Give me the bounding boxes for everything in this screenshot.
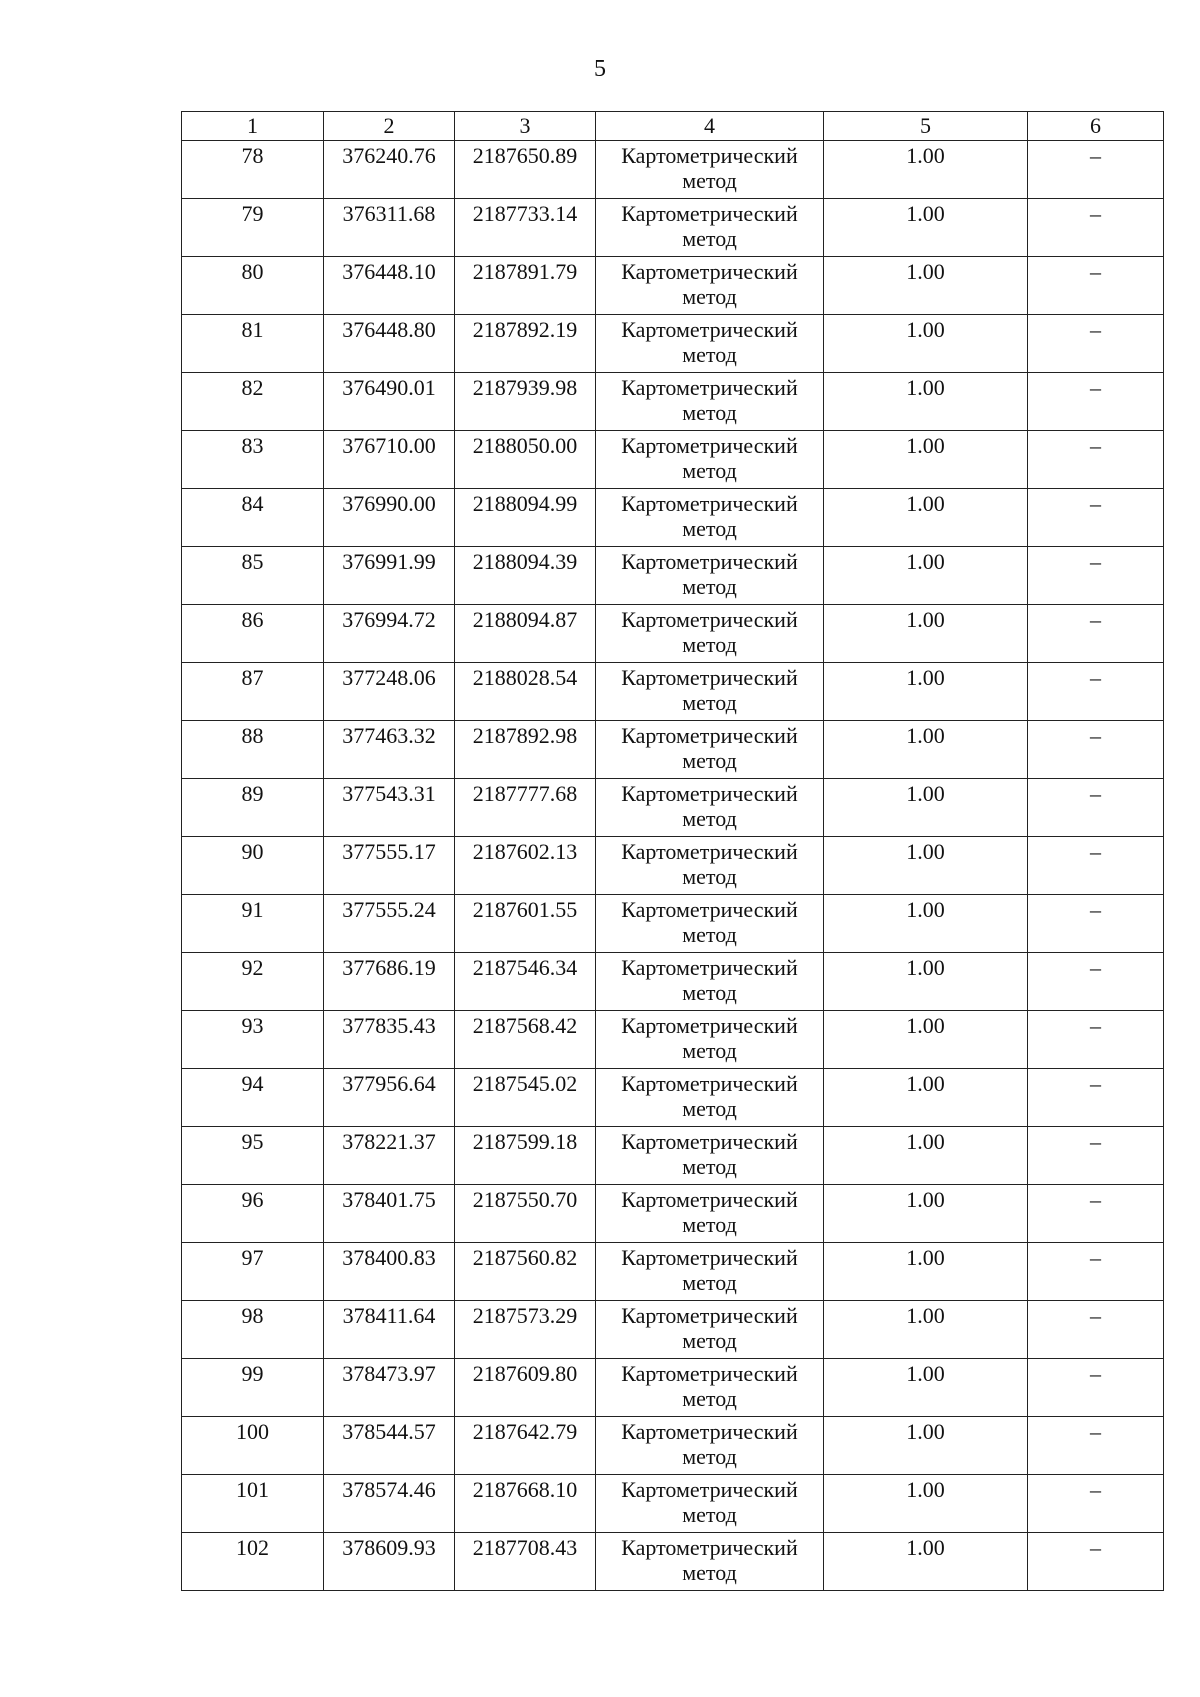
accuracy-cell: 1.00 xyxy=(824,895,1028,953)
x-coordinate-cell: 377555.17 xyxy=(324,837,455,895)
y-coordinate-cell: 2187891.79 xyxy=(455,257,596,315)
method-cell xyxy=(596,1011,824,1069)
column-header: 4 xyxy=(596,112,824,141)
table-row xyxy=(182,1417,1164,1475)
point-number-cell: 91 xyxy=(182,895,324,953)
column-header: 3 xyxy=(455,112,596,141)
method-line-1: Картометрический xyxy=(621,1245,798,1270)
method-line-1: Картометрический xyxy=(621,375,798,400)
x-coordinate-cell: 376311.68 xyxy=(324,199,455,257)
method-cell xyxy=(596,199,824,257)
table-row xyxy=(182,895,1164,953)
method-line-1: Картометрический xyxy=(621,781,798,806)
x-coordinate-cell: 376240.76 xyxy=(324,141,455,199)
note-cell: – xyxy=(1028,547,1164,605)
method-line-1: Картометрический xyxy=(621,897,798,922)
note-cell: – xyxy=(1028,315,1164,373)
table-row xyxy=(182,257,1164,315)
point-number-cell: 96 xyxy=(182,1185,324,1243)
accuracy-cell: 1.00 xyxy=(824,721,1028,779)
table-row xyxy=(182,1127,1164,1185)
accuracy-cell: 1.00 xyxy=(824,837,1028,895)
note-cell: – xyxy=(1028,373,1164,431)
accuracy-cell: 1.00 xyxy=(824,1533,1028,1591)
y-coordinate-cell: 2187892.19 xyxy=(455,315,596,373)
point-number-cell: 101 xyxy=(182,1475,324,1533)
point-number-cell: 95 xyxy=(182,1127,324,1185)
method-cell xyxy=(596,1359,824,1417)
method-cell xyxy=(596,1475,824,1533)
x-coordinate-cell: 378411.64 xyxy=(324,1301,455,1359)
point-number-cell: 92 xyxy=(182,953,324,1011)
point-number-cell: 89 xyxy=(182,779,324,837)
method-line-2: метод xyxy=(682,1386,737,1411)
y-coordinate-cell: 2187560.82 xyxy=(455,1243,596,1301)
column-header: 5 xyxy=(824,112,1028,141)
method-line-2: метод xyxy=(682,864,737,889)
method-cell xyxy=(596,1127,824,1185)
method-line-1: Картометрический xyxy=(621,549,798,574)
method-line-1: Картометрический xyxy=(621,1535,798,1560)
method-line-2: метод xyxy=(682,458,737,483)
table-row xyxy=(182,953,1164,1011)
x-coordinate-cell: 376448.10 xyxy=(324,257,455,315)
accuracy-cell: 1.00 xyxy=(824,1185,1028,1243)
y-coordinate-cell: 2188094.39 xyxy=(455,547,596,605)
method-line-2: метод xyxy=(682,1038,737,1063)
point-number-cell: 85 xyxy=(182,547,324,605)
y-coordinate-cell: 2187668.10 xyxy=(455,1475,596,1533)
method-cell xyxy=(596,315,824,373)
y-coordinate-cell: 2187650.89 xyxy=(455,141,596,199)
method-line-2: метод xyxy=(682,1328,737,1353)
method-line-1: Картометрический xyxy=(621,1477,798,1502)
method-line-1: Картометрический xyxy=(621,201,798,226)
method-line-2: метод xyxy=(682,574,737,599)
table-row xyxy=(182,1533,1164,1591)
accuracy-cell: 1.00 xyxy=(824,1417,1028,1475)
x-coordinate-cell: 377555.24 xyxy=(324,895,455,953)
accuracy-cell: 1.00 xyxy=(824,141,1028,199)
note-cell: – xyxy=(1028,1301,1164,1359)
method-line-2: метод xyxy=(682,806,737,831)
x-coordinate-cell: 377686.19 xyxy=(324,953,455,1011)
point-number-cell: 97 xyxy=(182,1243,324,1301)
y-coordinate-cell: 2187550.70 xyxy=(455,1185,596,1243)
method-cell xyxy=(596,663,824,721)
table-row xyxy=(182,199,1164,257)
table-row xyxy=(182,1359,1164,1417)
x-coordinate-cell: 376994.72 xyxy=(324,605,455,663)
method-line-2: метод xyxy=(682,1270,737,1295)
table-row xyxy=(182,837,1164,895)
method-line-2: метод xyxy=(682,284,737,309)
point-number-cell: 82 xyxy=(182,373,324,431)
method-line-1: Картометрический xyxy=(621,143,798,168)
y-coordinate-cell: 2187546.34 xyxy=(455,953,596,1011)
x-coordinate-cell: 376710.00 xyxy=(324,431,455,489)
accuracy-cell: 1.00 xyxy=(824,1011,1028,1069)
table-row xyxy=(182,721,1164,779)
table-row xyxy=(182,779,1164,837)
note-cell: – xyxy=(1028,1359,1164,1417)
method-line-1: Картометрический xyxy=(621,1303,798,1328)
point-number-cell: 79 xyxy=(182,199,324,257)
method-cell xyxy=(596,779,824,837)
accuracy-cell: 1.00 xyxy=(824,257,1028,315)
note-cell: – xyxy=(1028,895,1164,953)
method-line-1: Картометрический xyxy=(621,491,798,516)
table-row xyxy=(182,373,1164,431)
method-line-2: метод xyxy=(682,1154,737,1179)
method-cell xyxy=(596,141,824,199)
method-line-2: метод xyxy=(682,226,737,251)
method-line-2: метод xyxy=(682,1096,737,1121)
x-coordinate-cell: 376991.99 xyxy=(324,547,455,605)
method-line-1: Картометрический xyxy=(621,723,798,748)
x-coordinate-cell: 378473.97 xyxy=(324,1359,455,1417)
note-cell: – xyxy=(1028,141,1164,199)
method-line-1: Картометрический xyxy=(621,1071,798,1096)
accuracy-cell: 1.00 xyxy=(824,953,1028,1011)
table-row xyxy=(182,1243,1164,1301)
accuracy-cell: 1.00 xyxy=(824,1301,1028,1359)
accuracy-cell: 1.00 xyxy=(824,315,1028,373)
method-cell xyxy=(596,547,824,605)
y-coordinate-cell: 2187568.42 xyxy=(455,1011,596,1069)
note-cell: – xyxy=(1028,1185,1164,1243)
table-row xyxy=(182,1011,1164,1069)
accuracy-cell: 1.00 xyxy=(824,663,1028,721)
table-header-row xyxy=(182,112,1164,141)
y-coordinate-cell: 2188094.87 xyxy=(455,605,596,663)
note-cell: – xyxy=(1028,837,1164,895)
y-coordinate-cell: 2187599.18 xyxy=(455,1127,596,1185)
point-number-cell: 83 xyxy=(182,431,324,489)
method-line-2: метод xyxy=(682,632,737,657)
x-coordinate-cell: 377248.06 xyxy=(324,663,455,721)
method-line-1: Картометрический xyxy=(621,259,798,284)
y-coordinate-cell: 2187708.43 xyxy=(455,1533,596,1591)
column-header: 1 xyxy=(182,112,324,141)
y-coordinate-cell: 2188094.99 xyxy=(455,489,596,547)
point-number-cell: 88 xyxy=(182,721,324,779)
note-cell: – xyxy=(1028,199,1164,257)
method-cell xyxy=(596,257,824,315)
method-line-1: Картометрический xyxy=(621,1361,798,1386)
point-number-cell: 93 xyxy=(182,1011,324,1069)
method-line-2: метод xyxy=(682,168,737,193)
point-number-cell: 80 xyxy=(182,257,324,315)
y-coordinate-cell: 2187939.98 xyxy=(455,373,596,431)
table-row xyxy=(182,141,1164,199)
accuracy-cell: 1.00 xyxy=(824,1127,1028,1185)
y-coordinate-cell: 2187573.29 xyxy=(455,1301,596,1359)
table-row xyxy=(182,489,1164,547)
point-number-cell: 102 xyxy=(182,1533,324,1591)
method-line-1: Картометрический xyxy=(621,955,798,980)
method-line-2: метод xyxy=(682,516,737,541)
table-row xyxy=(182,547,1164,605)
accuracy-cell: 1.00 xyxy=(824,1069,1028,1127)
point-number-cell: 86 xyxy=(182,605,324,663)
table-row xyxy=(182,663,1164,721)
point-number-cell: 98 xyxy=(182,1301,324,1359)
y-coordinate-cell: 2187609.80 xyxy=(455,1359,596,1417)
point-number-cell: 78 xyxy=(182,141,324,199)
column-header: 6 xyxy=(1028,112,1164,141)
accuracy-cell: 1.00 xyxy=(824,779,1028,837)
method-line-1: Картометрический xyxy=(621,839,798,864)
x-coordinate-cell: 377956.64 xyxy=(324,1069,455,1127)
method-line-1: Картометрический xyxy=(621,1187,798,1212)
note-cell: – xyxy=(1028,663,1164,721)
method-cell xyxy=(596,605,824,663)
method-line-2: метод xyxy=(682,1444,737,1469)
method-line-2: метод xyxy=(682,342,737,367)
point-number-cell: 94 xyxy=(182,1069,324,1127)
note-cell: – xyxy=(1028,1011,1164,1069)
point-number-cell: 84 xyxy=(182,489,324,547)
x-coordinate-cell: 377543.31 xyxy=(324,779,455,837)
y-coordinate-cell: 2188028.54 xyxy=(455,663,596,721)
x-coordinate-cell: 378401.75 xyxy=(324,1185,455,1243)
point-number-cell: 87 xyxy=(182,663,324,721)
note-cell: – xyxy=(1028,489,1164,547)
accuracy-cell: 1.00 xyxy=(824,489,1028,547)
table-row xyxy=(182,605,1164,663)
method-cell xyxy=(596,1301,824,1359)
table-row xyxy=(182,1185,1164,1243)
x-coordinate-cell: 376990.00 xyxy=(324,489,455,547)
accuracy-cell: 1.00 xyxy=(824,1243,1028,1301)
point-number-cell: 90 xyxy=(182,837,324,895)
accuracy-cell: 1.00 xyxy=(824,605,1028,663)
note-cell: – xyxy=(1028,1533,1164,1591)
page-number: 5 xyxy=(594,56,606,82)
method-cell xyxy=(596,1533,824,1591)
method-line-1: Картометрический xyxy=(621,665,798,690)
method-line-2: метод xyxy=(682,1560,737,1585)
note-cell: – xyxy=(1028,1127,1164,1185)
note-cell: – xyxy=(1028,1417,1164,1475)
method-line-2: метод xyxy=(682,922,737,947)
x-coordinate-cell: 378609.93 xyxy=(324,1533,455,1591)
y-coordinate-cell: 2187777.68 xyxy=(455,779,596,837)
method-line-2: метод xyxy=(682,690,737,715)
method-line-1: Картометрический xyxy=(621,1129,798,1154)
x-coordinate-cell: 378221.37 xyxy=(324,1127,455,1185)
table-row xyxy=(182,431,1164,489)
x-coordinate-cell: 376490.01 xyxy=(324,373,455,431)
y-coordinate-cell: 2187545.02 xyxy=(455,1069,596,1127)
method-line-1: Картометрический xyxy=(621,1419,798,1444)
accuracy-cell: 1.00 xyxy=(824,547,1028,605)
method-line-2: метод xyxy=(682,1502,737,1527)
table-row xyxy=(182,1301,1164,1359)
y-coordinate-cell: 2188050.00 xyxy=(455,431,596,489)
note-cell: – xyxy=(1028,257,1164,315)
accuracy-cell: 1.00 xyxy=(824,1475,1028,1533)
method-cell xyxy=(596,895,824,953)
method-line-1: Картометрический xyxy=(621,607,798,632)
note-cell: – xyxy=(1028,779,1164,837)
coordinates-table xyxy=(181,111,1164,1591)
method-cell xyxy=(596,1069,824,1127)
x-coordinate-cell: 378400.83 xyxy=(324,1243,455,1301)
method-cell xyxy=(596,1243,824,1301)
method-line-1: Картометрический xyxy=(621,317,798,342)
x-coordinate-cell: 376448.80 xyxy=(324,315,455,373)
method-cell xyxy=(596,1185,824,1243)
x-coordinate-cell: 378574.46 xyxy=(324,1475,455,1533)
note-cell: – xyxy=(1028,1475,1164,1533)
accuracy-cell: 1.00 xyxy=(824,431,1028,489)
x-coordinate-cell: 377835.43 xyxy=(324,1011,455,1069)
note-cell: – xyxy=(1028,605,1164,663)
method-cell xyxy=(596,953,824,1011)
method-line-1: Картометрический xyxy=(621,433,798,458)
table-body xyxy=(182,112,1164,1591)
accuracy-cell: 1.00 xyxy=(824,199,1028,257)
x-coordinate-cell: 378544.57 xyxy=(324,1417,455,1475)
method-cell xyxy=(596,431,824,489)
note-cell: – xyxy=(1028,721,1164,779)
table-row xyxy=(182,1069,1164,1127)
note-cell: – xyxy=(1028,1069,1164,1127)
note-cell: – xyxy=(1028,1243,1164,1301)
y-coordinate-cell: 2187642.79 xyxy=(455,1417,596,1475)
method-cell xyxy=(596,489,824,547)
method-line-2: метод xyxy=(682,748,737,773)
y-coordinate-cell: 2187602.13 xyxy=(455,837,596,895)
note-cell: – xyxy=(1028,431,1164,489)
method-cell xyxy=(596,721,824,779)
point-number-cell: 81 xyxy=(182,315,324,373)
accuracy-cell: 1.00 xyxy=(824,1359,1028,1417)
method-line-2: метод xyxy=(682,980,737,1005)
method-cell xyxy=(596,837,824,895)
y-coordinate-cell: 2187733.14 xyxy=(455,199,596,257)
y-coordinate-cell: 2187601.55 xyxy=(455,895,596,953)
point-number-cell: 100 xyxy=(182,1417,324,1475)
method-line-2: метод xyxy=(682,1212,737,1237)
column-header: 2 xyxy=(324,112,455,141)
table-row xyxy=(182,315,1164,373)
note-cell: – xyxy=(1028,953,1164,1011)
accuracy-cell: 1.00 xyxy=(824,373,1028,431)
y-coordinate-cell: 2187892.98 xyxy=(455,721,596,779)
x-coordinate-cell: 377463.32 xyxy=(324,721,455,779)
table-row xyxy=(182,1475,1164,1533)
method-line-1: Картометрический xyxy=(621,1013,798,1038)
method-line-2: метод xyxy=(682,400,737,425)
point-number-cell: 99 xyxy=(182,1359,324,1417)
method-cell xyxy=(596,373,824,431)
method-cell xyxy=(596,1417,824,1475)
